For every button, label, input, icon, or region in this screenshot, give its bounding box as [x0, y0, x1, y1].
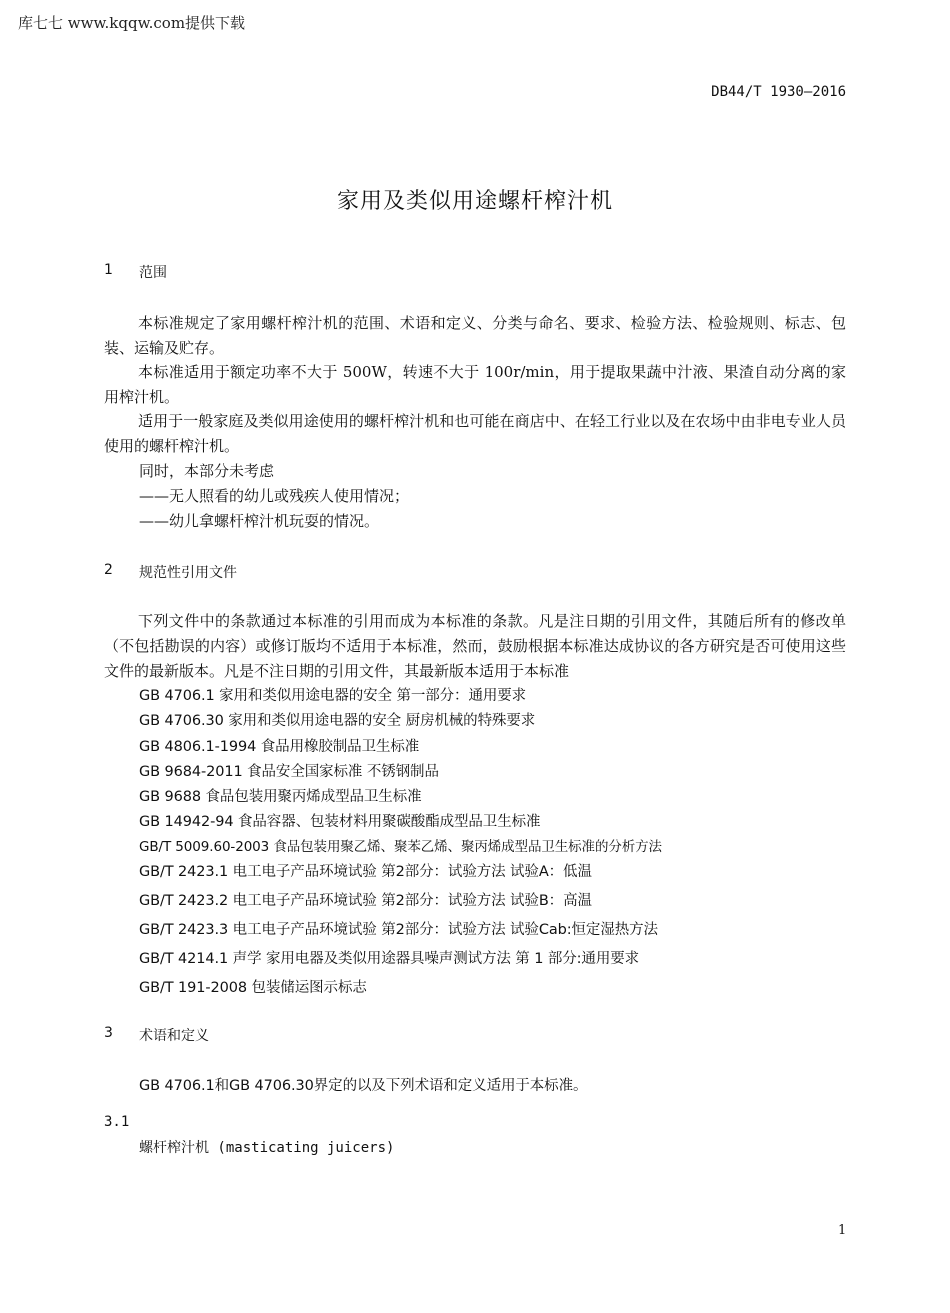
section-3-title: 术语和定义 [139, 1028, 209, 1044]
section-1-line: 同时，本部分未考虑 [139, 462, 275, 480]
section-2-title: 规范性引用文件 [139, 565, 237, 581]
page-number: 1 [838, 1223, 847, 1238]
subsection-number: 3.1 [104, 1114, 130, 1130]
watermark-text: 库七七 www.kqqw.com提供下载 [18, 14, 246, 32]
section-1-line: ——无人照看的幼儿或残疾人使用情况； [139, 487, 410, 505]
reference-item: GB 4806.1-1994 食品用橡胶制品卫生标准 [139, 739, 420, 755]
standard-code: DB44/T 1930—2016 [711, 84, 846, 100]
reference-item: GB/T 2423.1 电工电子产品环境试验 第2部分：试验方法 试验A：低温 [139, 864, 592, 880]
reference-item: GB/T 2423.3 电工电子产品环境试验 第2部分：试验方法 试验Cab:恒定湿热方法 [139, 922, 658, 938]
section-1-paragraph: 适用于一般家庭及类似用途使用的螺杆榨汁机和也可能在商店中、在轻工行业以及在农场中由非电专业人员使用的螺杆榨汁机。 [104, 412, 846, 455]
section-3-number: 3 [104, 1025, 113, 1041]
section-1-paragraph: 本标准适用于额定功率不大于 500W，转速不大于 100r/min，用于提取果蔬中汁液、果渣自动分离的家用榨汁机。 [104, 363, 846, 406]
section-1-paragraph: 本标准规定了家用螺杆榨汁机的范围、术语和定义、分类与命名、要求、检验方法、检验规则、标志、包装、运输及贮存。 [104, 314, 846, 357]
section-2-number: 2 [104, 562, 113, 578]
document-title: 家用及类似用途螺杆榨汁机 [336, 189, 613, 214]
reference-item: GB/T 5009.60-2003 食品包装用聚乙烯、聚苯乙烯、聚丙烯成型品卫生标准的分析方法 [139, 839, 662, 855]
reference-item: GB 4706.1 家用和类似用途电器的安全 第一部分：通用要求 [139, 688, 527, 704]
reference-item: GB 14942-94 食品容器、包装材料用聚碳酸酯成型品卫生标准 [139, 814, 541, 830]
reference-item: GB 9684-2011 食品安全国家标准 不锈钢制品 [139, 764, 439, 780]
reference-item: GB/T 4214.1 声学 家用电器及类似用途器具噪声测试方法 第 1 部分:通用要求 [139, 951, 640, 967]
section-1-number: 1 [104, 262, 113, 278]
section-2-intro: 下列文件中的条款通过本标准的引用而成为本标准的条款。凡是注日期的引用文件，其随后所有的修改单（不包括勘误的内容）或修订版均不适用于本标准，然而，鼓励根据本标准达成协议的各方研究是否可使用这些文件的最新版本。凡是不注日期的引用文件，其最新版本适用于本标准 [104, 612, 846, 680]
term-name: 螺杆榨汁机 (masticating juicers) [139, 1140, 395, 1156]
section-3-intro: GB 4706.1和GB 4706.30界定的以及下列术语和定义适用于本标准。 [139, 1078, 588, 1094]
section-1-line: ——幼儿拿螺杆榨汁机玩耍的情况。 [139, 512, 380, 530]
reference-item: GB 4706.30 家用和类似用途电器的安全 厨房机械的特殊要求 [139, 713, 536, 729]
reference-item: GB 9688 食品包装用聚丙烯成型品卫生标准 [139, 789, 422, 805]
section-1-title: 范围 [139, 265, 167, 281]
reference-item: GB/T 191-2008 包装储运图示标志 [139, 980, 367, 996]
reference-item: GB/T 2423.2 电工电子产品环境试验 第2部分：试验方法 试验B：高温 [139, 893, 592, 909]
